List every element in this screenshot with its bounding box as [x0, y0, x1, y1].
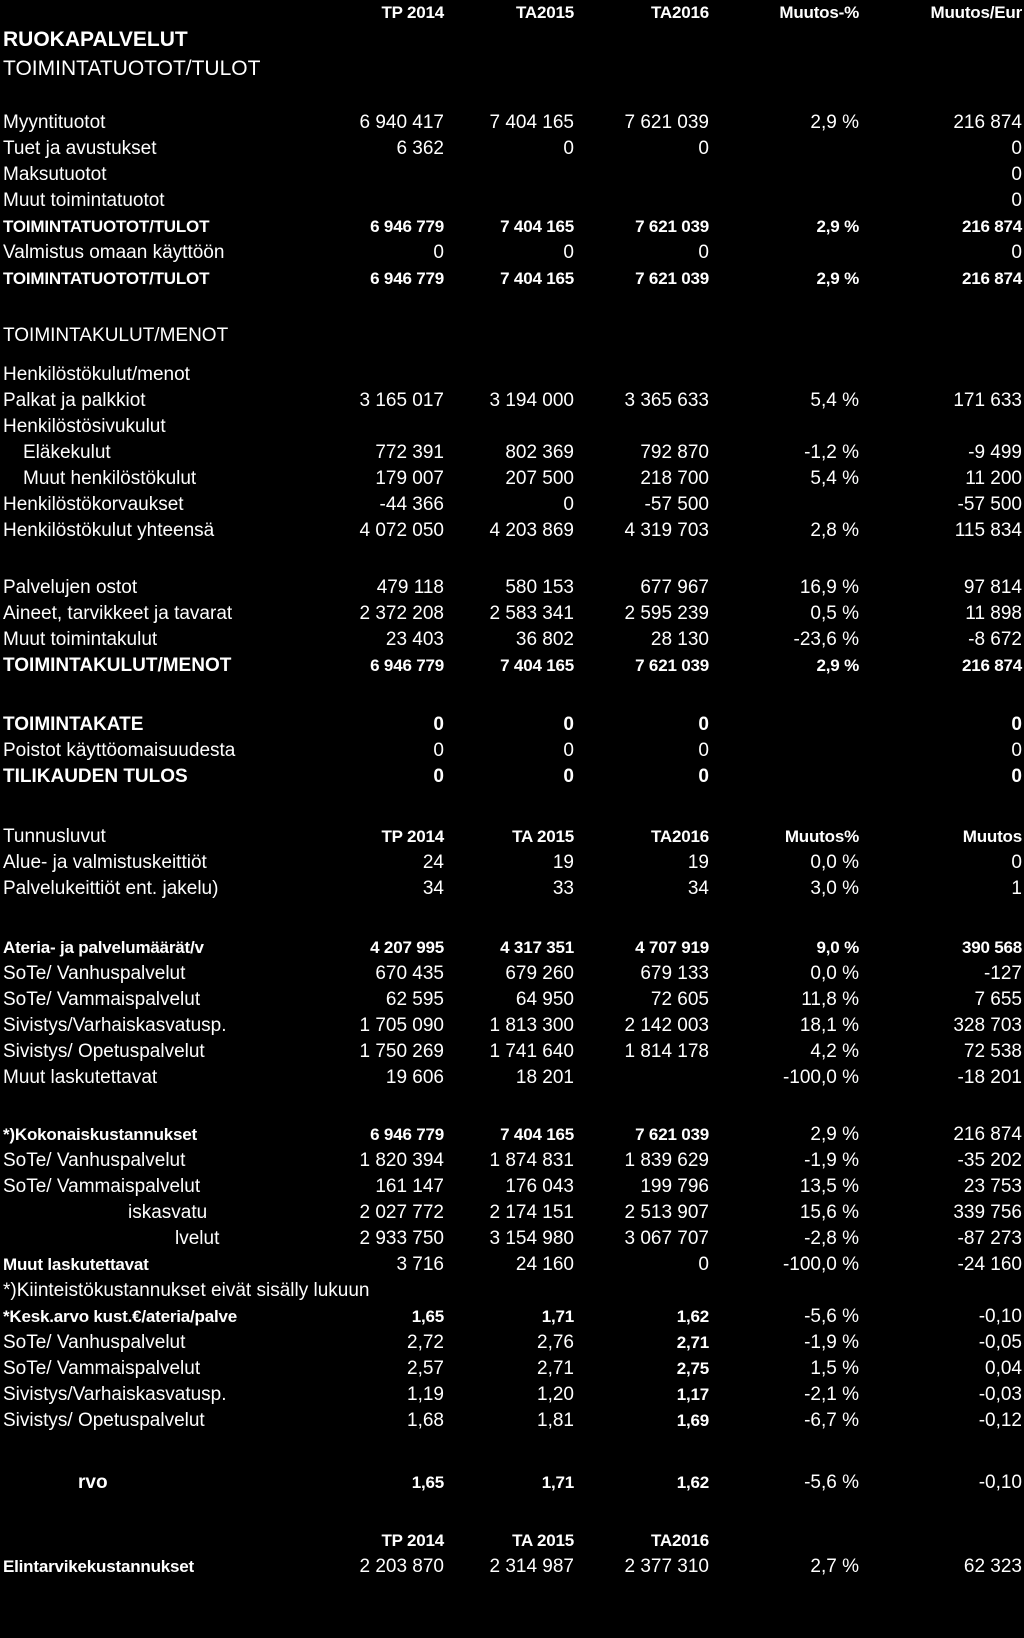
cell-muutos-pct: 2,7 % [810, 1556, 859, 1577]
row-label-toimintakulut-menot: TOIMINTAKULUT/MENOT [3, 655, 232, 676]
table-row [0, 188, 1024, 214]
column-header-row [0, 0, 1024, 26]
cell-ta2015: 4 317 351 [500, 938, 574, 957]
cell-ta2016: 0 [698, 714, 709, 735]
cell-ta2016: TA2016 [650, 1531, 709, 1550]
cell-ta2015: 3 194 000 [489, 390, 574, 411]
row-label-muut-laskutettavat: Muut laskutettavat [3, 1067, 158, 1088]
cell-ta2016: 72 605 [650, 989, 709, 1010]
table-row [0, 388, 1024, 414]
cell-muutos-pct: -5,6 % [804, 1306, 859, 1327]
cell-ta2015: 207 500 [505, 468, 574, 489]
cell-muutos-eur: 216 874 [961, 269, 1022, 288]
row-label-alue-ja-valmistuskeittiot: Alue- ja valmistuskeittiöt [3, 852, 207, 873]
cell-ta2015: 1,71 [541, 1307, 574, 1326]
cell-ta2016: 28 130 [650, 629, 709, 650]
cell-muutos-pct: 13,5 % [799, 1176, 859, 1197]
row-label-sivistys-opetuspalvelut: Sivistys/ Opetuspalvelut [3, 1410, 205, 1431]
cell-tp2014: 4 072 050 [359, 520, 444, 541]
table-row [0, 1252, 1024, 1278]
cell-ta2015: 802 369 [505, 442, 574, 463]
cell-ta2016: 2 595 239 [624, 603, 709, 624]
table-row [0, 240, 1024, 266]
row-label-sote-vammaispalvelut: SoTe/ Vammaispalvelut [3, 1358, 201, 1379]
table-row [0, 1528, 1024, 1554]
cell-tp2014: 6 946 779 [370, 217, 444, 236]
cell-tp2014: -44 366 [379, 494, 444, 515]
cell-ta2015: 1 874 831 [489, 1150, 574, 1171]
row-label-elakekulut: Eläkekulut [23, 442, 111, 463]
cell-muutos-eur: -24 160 [957, 1254, 1022, 1275]
row-label-muut-laskutettavat: Muut laskutettavat [3, 1255, 149, 1274]
table-row [0, 601, 1024, 627]
table-row [0, 414, 1024, 440]
cell-ta2016: 3 067 707 [624, 1228, 709, 1249]
cell-muutos-pct: 16,9 % [799, 577, 859, 598]
cell-ta2015: 0 [563, 740, 574, 761]
cell-ta2015: 0 [563, 714, 574, 735]
row-label-tuet-ja-avustukset: Tuet ja avustukset [3, 138, 157, 159]
table-row [0, 1554, 1024, 1580]
cell-muutos-pct: 4,2 % [810, 1041, 859, 1062]
cell-ta2015: 24 160 [515, 1254, 574, 1275]
row-label-myyntituotot: Myyntituotot [3, 112, 106, 133]
cell-ta2015: 2 174 151 [489, 1202, 574, 1223]
cell-ta2016: 2 377 310 [624, 1556, 709, 1577]
cell-muutos-eur: 7 655 [974, 989, 1022, 1010]
cell-muutos-eur: -0,05 [978, 1332, 1022, 1353]
row-label-sivistys-opetuspalvelut: Sivistys/ Opetuspalvelut [3, 1041, 205, 1062]
cell-tp2014: 6 946 779 [370, 1125, 444, 1144]
table-row [0, 1304, 1024, 1330]
table-row [0, 1226, 1024, 1252]
cell-ta2015: 33 [552, 878, 574, 899]
table-row [0, 1200, 1024, 1226]
cell-tp2014: 3 165 017 [359, 390, 444, 411]
cell-muutos-eur: -57 500 [957, 494, 1022, 515]
row-label-kesk-arvo-kust-eur-ateria-palve: *Kesk.arvo kust.€/ateria/palve [3, 1307, 238, 1326]
cell-tp2014: 479 118 [376, 577, 444, 598]
cell-muutos-eur: 11 898 [965, 603, 1022, 624]
row-label-muut-henkilostokulut: Muut henkilöstökulut [23, 468, 197, 489]
cell-muutos-pct: -1,9 % [804, 1150, 859, 1171]
cell-tp2014: 19 606 [385, 1067, 444, 1088]
cell-muutos-eur: -18 201 [957, 1067, 1022, 1088]
row-label-sote-vanhuspalvelut: SoTe/ Vanhuspalvelut [3, 1332, 186, 1353]
cell-muutos-eur: 1 [1011, 878, 1022, 899]
row-label-maksutuotot: Maksutuotot [3, 164, 107, 185]
table-row [0, 1382, 1024, 1408]
row-label-rvo: rvo [78, 1472, 108, 1493]
cell-muutos-pct: 15,6 % [799, 1202, 859, 1223]
cell-ta2015: 1 741 640 [489, 1041, 574, 1062]
cell-ta2016: 1,62 [676, 1473, 709, 1492]
table-row [0, 1470, 1024, 1496]
cell-muutos-eur: 72 538 [963, 1041, 1022, 1062]
cell-muutos-eur: -0,10 [978, 1306, 1022, 1327]
cell-ta2016: 7 621 039 [635, 217, 709, 236]
cell-ta2015: 64 950 [515, 989, 574, 1010]
cell-ta2016: 1,62 [676, 1307, 709, 1326]
cell-ta2015: 0 [563, 138, 574, 159]
row-label-sivistys-varhaiskasvatusp: Sivistys/Varhaiskasvatusp. [3, 1384, 227, 1405]
cell-muutos-pct: 2,9 % [816, 269, 859, 288]
cell-muutos-pct: -2,1 % [804, 1384, 859, 1405]
cell-ta2015: 7 404 165 [489, 112, 574, 133]
cell-muutos-eur: 0,04 [985, 1358, 1022, 1379]
table-row [0, 935, 1024, 961]
cell-tp2014: 6 940 417 [359, 112, 444, 133]
cell-muutos-eur: -127 [983, 963, 1022, 984]
cell-ta2015: 4 203 869 [489, 520, 574, 541]
cell-tp2014: 0 [433, 714, 444, 735]
cell-muutos-eur: 0 [1011, 852, 1022, 873]
cell-muutos-eur: 0 [1011, 740, 1022, 761]
cell-ta2016: 34 [687, 878, 709, 899]
table-row [0, 1356, 1024, 1382]
cell-ta2016: 7 621 039 [635, 1125, 709, 1144]
cell-muutos-pct: -1,2 % [804, 442, 859, 463]
table-row [0, 214, 1024, 240]
row-label-elintarvikekustannukset: Elintarvikekustannukset [3, 1557, 194, 1576]
cell-muutos-eur: 115 834 [954, 520, 1022, 541]
cell-ta2015: TA 2015 [512, 1531, 574, 1550]
cell-muutos-eur: -35 202 [957, 1150, 1022, 1171]
cell-ta2016: 0 [698, 766, 709, 787]
table-row [0, 1013, 1024, 1039]
cell-muutos-pct: 5,4 % [810, 468, 859, 489]
cell-muutos-pct: 18,1 % [799, 1015, 859, 1036]
cell-muutos-eur: 216 874 [953, 1124, 1022, 1145]
cell-tp2014: 1,68 [407, 1410, 444, 1431]
table-row [0, 1148, 1024, 1174]
table-row [0, 764, 1024, 790]
table-row [0, 1278, 1024, 1304]
cell-ta2016: 1 839 629 [624, 1150, 709, 1171]
section-subtitle: TOIMINTATUOTOT/TULOT [3, 57, 261, 80]
cell-ta2016: 2,71 [676, 1333, 709, 1352]
cell-ta2015: 7 404 165 [500, 1125, 574, 1144]
cell-muutos-eur: 23 753 [963, 1176, 1022, 1197]
header-muutos-eur: Muutos/Eur [930, 3, 1022, 22]
cell-muutos-eur: -0,03 [978, 1384, 1022, 1405]
row-label-tunnusluvut: Tunnusluvut [3, 826, 106, 847]
cell-ta2016: 792 870 [640, 442, 709, 463]
table-row [0, 323, 1024, 349]
cell-tp2014: 161 147 [375, 1176, 444, 1197]
cell-muutos-eur: -8 672 [968, 629, 1022, 650]
row-label-valmistus-omaan-kayttoon: Valmistus omaan käyttöön [3, 242, 225, 263]
cell-muutos-eur: -0,12 [978, 1410, 1022, 1431]
row-label-henkilostosivukulut: Henkilöstösivukulut [3, 416, 166, 437]
table-row [0, 162, 1024, 188]
cell-ta2016: 199 796 [640, 1176, 709, 1197]
table-row [0, 1065, 1024, 1091]
cell-ta2016: TA2016 [650, 827, 709, 846]
cell-ta2015: 176 043 [505, 1176, 574, 1197]
cell-tp2014: 0 [433, 242, 444, 263]
section-title-row [0, 27, 1024, 53]
cell-ta2015: 3 154 980 [489, 1228, 574, 1249]
row-label-kiinteistokustannukset-eivat-sisally-lukuun: *)Kiinteistökustannukset eivät sisälly lukuun [3, 1280, 370, 1301]
row-label-muut-toimintatuotot: Muut toimintatuotot [3, 190, 165, 211]
cell-tp2014: 1,65 [411, 1473, 444, 1492]
cell-ta2015: 1,71 [541, 1473, 574, 1492]
row-label-toimintakate: TOIMINTAKATE [3, 714, 144, 735]
cell-ta2015: 2 583 341 [489, 603, 574, 624]
cell-muutos-pct: 5,4 % [810, 390, 859, 411]
table-row [0, 575, 1024, 601]
table-row [0, 466, 1024, 492]
cell-ta2015: 19 [552, 852, 574, 873]
cell-ta2016: 0 [698, 242, 709, 263]
cell-tp2014: 179 007 [375, 468, 444, 489]
cell-muutos-eur: -87 273 [957, 1228, 1022, 1249]
cell-muutos-eur: 97 814 [963, 577, 1022, 598]
cell-muutos-pct: 1,5 % [810, 1358, 859, 1379]
cell-ta2016: 0 [698, 740, 709, 761]
table-row [0, 266, 1024, 292]
table-row [0, 738, 1024, 764]
cell-ta2015: 7 404 165 [500, 269, 574, 288]
cell-muutos-pct: 2,8 % [810, 520, 859, 541]
row-label-sote-vammaispalvelut: SoTe/ Vammaispalvelut [3, 989, 201, 1010]
row-label-toimintatuotot-tulot: TOIMINTATUOTOT/TULOT [3, 269, 210, 288]
cell-tp2014: 4 207 995 [370, 938, 444, 957]
cell-muutos-eur: 0 [1011, 138, 1022, 159]
cell-tp2014: 6 362 [396, 138, 444, 159]
cell-muutos-eur: Muutos [962, 827, 1022, 846]
cell-tp2014: 2 372 208 [359, 603, 444, 624]
cell-tp2014: TP 2014 [381, 827, 444, 846]
cell-ta2015: 0 [563, 766, 574, 787]
cell-ta2016: 0 [698, 1254, 709, 1275]
row-label-aineet-tarvikkeet-ja-tavarat: Aineet, tarvikkeet ja tavarat [3, 603, 233, 624]
cell-muutos-pct: 2,9 % [810, 1124, 859, 1145]
cell-muutos-eur: 0 [1011, 242, 1022, 263]
cell-muutos-pct: 0,5 % [810, 603, 859, 624]
cell-tp2014: 2 027 772 [359, 1202, 444, 1223]
table-row [0, 712, 1024, 738]
cell-ta2016: 0 [698, 138, 709, 159]
cell-ta2015: 679 260 [505, 963, 574, 984]
section-subtitle-row [0, 56, 1024, 82]
cell-tp2014: 6 946 779 [370, 656, 444, 675]
cell-ta2016: 4 707 919 [635, 938, 709, 957]
cell-ta2016: 19 [687, 852, 709, 873]
cell-tp2014: 1 705 090 [359, 1015, 444, 1036]
header-ta2016: TA2016 [650, 3, 709, 22]
cell-ta2016: 2 513 907 [624, 1202, 709, 1223]
table-row [0, 440, 1024, 466]
cell-ta2015: 1 813 300 [489, 1015, 574, 1036]
cell-ta2015: 1,81 [537, 1410, 574, 1431]
table-row [0, 824, 1024, 850]
cell-tp2014: 23 403 [385, 629, 444, 650]
table-row [0, 136, 1024, 162]
cell-muutos-eur: 339 756 [953, 1202, 1022, 1223]
cell-tp2014: 772 391 [375, 442, 444, 463]
row-label-palvelujen-ostot: Palvelujen ostot [3, 577, 138, 598]
cell-muutos-pct: 11,8 % [801, 989, 859, 1010]
cell-ta2016: 7 621 039 [635, 269, 709, 288]
cell-tp2014: 670 435 [375, 963, 444, 984]
cell-muutos-pct: -23,6 % [793, 629, 859, 650]
row-label-lvelut: lvelut [175, 1228, 220, 1249]
cell-muutos-eur: 216 874 [953, 112, 1022, 133]
table-row [0, 850, 1024, 876]
cell-tp2014: 24 [422, 852, 444, 873]
row-label-henkilostokulut-menot: Henkilöstökulut/menot [3, 364, 190, 385]
cell-tp2014: 0 [433, 766, 444, 787]
table-row [0, 362, 1024, 388]
cell-ta2016: -57 500 [644, 494, 709, 515]
cell-ta2015: 2,71 [537, 1358, 574, 1379]
cell-ta2016: 7 621 039 [635, 656, 709, 675]
row-label-palvelukeittiot-ent-jakelu: Palvelukeittiöt ent. jakelu) [3, 878, 219, 899]
cell-muutos-eur: 216 874 [961, 656, 1022, 675]
cell-ta2016: 677 967 [640, 577, 709, 598]
cell-ta2015: TA 2015 [512, 827, 574, 846]
cell-ta2015: 0 [563, 494, 574, 515]
cell-ta2016: 7 621 039 [624, 112, 709, 133]
cell-muutos-pct: 3,0 % [810, 878, 859, 899]
row-label-henkilostokorvaukset: Henkilöstökorvaukset [3, 494, 184, 515]
cell-ta2015: 1,20 [537, 1384, 574, 1405]
row-label-poistot-kayttoomaisuudesta: Poistot käyttöomaisuudesta [3, 740, 236, 761]
cell-tp2014: 1,19 [407, 1384, 444, 1405]
cell-ta2015: 0 [563, 242, 574, 263]
header-ta2015: TA2015 [515, 3, 574, 22]
table-row [0, 627, 1024, 653]
section-title: RUOKAPALVELUT [3, 28, 188, 51]
cell-tp2014: 6 946 779 [370, 269, 444, 288]
table-row [0, 1174, 1024, 1200]
cell-muutos-pct: 2,9 % [816, 656, 859, 675]
cell-muutos-eur: 328 703 [953, 1015, 1022, 1036]
cell-ta2016: 1 814 178 [624, 1041, 709, 1062]
row-label-toimintakulut-menot: TOIMINTAKULUT/MENOT [3, 325, 229, 346]
cell-ta2016: 218 700 [640, 468, 709, 489]
row-label-iskasvatu: iskasvatu [128, 1202, 208, 1223]
cell-tp2014: 2 933 750 [359, 1228, 444, 1249]
cell-ta2015: 36 802 [515, 629, 574, 650]
cell-muutos-eur: 0 [1011, 164, 1022, 185]
row-label-ateria-ja-palvelumaarat-v: Ateria- ja palvelumäärät/v [3, 938, 204, 957]
cell-muutos-pct: -100,0 % [782, 1254, 859, 1275]
cell-tp2014: 1,65 [411, 1307, 444, 1326]
row-label-palkat-ja-palkkiot: Palkat ja palkkiot [3, 390, 146, 411]
cell-ta2015: 2,76 [537, 1332, 574, 1353]
cell-muutos-pct: -1,9 % [804, 1332, 859, 1353]
header-muutos-pct: Muutos-% [779, 3, 859, 22]
row-label-henkilostokulut-yhteensa: Henkilöstökulut yhteensä [3, 520, 215, 541]
cell-ta2016: 1,69 [676, 1411, 709, 1430]
cell-ta2015: 580 153 [505, 577, 574, 598]
table-row [0, 1122, 1024, 1148]
cell-muutos-pct: 0,0 % [810, 852, 859, 873]
row-label-sivistys-varhaiskasvatusp: Sivistys/Varhaiskasvatusp. [3, 1015, 227, 1036]
cell-ta2015: 7 404 165 [500, 656, 574, 675]
cell-ta2016: 1,17 [676, 1385, 709, 1404]
table-row [0, 1330, 1024, 1356]
cell-muutos-pct: Muutos% [784, 827, 859, 846]
cell-ta2016: 2,75 [676, 1359, 709, 1378]
header-tp2014: TP 2014 [381, 3, 444, 22]
cell-muutos-eur: 0 [1011, 766, 1022, 787]
cell-muutos-eur: 0 [1011, 190, 1022, 211]
cell-ta2016: 3 365 633 [624, 390, 709, 411]
cell-muutos-pct: -6,7 % [804, 1410, 859, 1431]
table-row [0, 492, 1024, 518]
row-label-kokonaiskustannukset: *)Kokonaiskustannukset [3, 1125, 197, 1144]
cell-tp2014: 1 820 394 [359, 1150, 444, 1171]
cell-muutos-eur: 216 874 [961, 217, 1022, 236]
cell-muutos-pct: -5,6 % [804, 1472, 859, 1493]
cell-muutos-pct: 9,0 % [816, 938, 859, 957]
cell-tp2014: 1 750 269 [359, 1041, 444, 1062]
cell-ta2015: 2 314 987 [489, 1556, 574, 1577]
cell-tp2014: 62 595 [385, 989, 444, 1010]
cell-tp2014: 34 [422, 878, 444, 899]
table-row [0, 653, 1024, 679]
cell-tp2014: 3 716 [396, 1254, 444, 1275]
cell-tp2014: TP 2014 [381, 1531, 444, 1550]
cell-muutos-pct: -100,0 % [782, 1067, 859, 1088]
cell-muutos-eur: 62 323 [963, 1556, 1022, 1577]
row-label-muut-toimintakulut: Muut toimintakulut [3, 629, 158, 650]
cell-muutos-eur: 390 568 [961, 938, 1022, 957]
cell-muutos-pct: 2,9 % [810, 112, 859, 133]
cell-tp2014: 2,57 [407, 1358, 444, 1379]
cell-muutos-eur: 11 200 [965, 468, 1022, 489]
row-label-tilikauden-tulos: TILIKAUDEN TULOS [3, 766, 188, 787]
cell-tp2014: 2 203 870 [359, 1556, 444, 1577]
table-row [0, 987, 1024, 1013]
cell-muutos-eur: -9 499 [968, 442, 1022, 463]
table-row [0, 518, 1024, 544]
cell-ta2016: 4 319 703 [624, 520, 709, 541]
cell-muutos-eur: -0,10 [978, 1472, 1022, 1493]
row-label-sote-vanhuspalvelut: SoTe/ Vanhuspalvelut [3, 1150, 186, 1171]
cell-ta2016: 679 133 [640, 963, 709, 984]
table-row [0, 110, 1024, 136]
cell-ta2016: 2 142 003 [624, 1015, 709, 1036]
cell-muutos-eur: 0 [1011, 714, 1022, 735]
cell-muutos-pct: -2,8 % [804, 1228, 859, 1249]
table-row [0, 961, 1024, 987]
cell-tp2014: 2,72 [407, 1332, 444, 1353]
cell-muutos-pct: 0,0 % [810, 963, 859, 984]
row-label-sote-vammaispalvelut: SoTe/ Vammaispalvelut [3, 1176, 201, 1197]
table-row [0, 876, 1024, 902]
row-label-sote-vanhuspalvelut: SoTe/ Vanhuspalvelut [3, 963, 186, 984]
table-row [0, 1408, 1024, 1434]
table-row [0, 1039, 1024, 1065]
cell-tp2014: 0 [433, 740, 444, 761]
row-label-toimintatuotot-tulot: TOIMINTATUOTOT/TULOT [3, 217, 210, 236]
cell-muutos-eur: 171 633 [953, 390, 1022, 411]
cell-muutos-pct: 2,9 % [816, 217, 859, 236]
cell-ta2015: 7 404 165 [500, 217, 574, 236]
cell-ta2015: 18 201 [515, 1067, 574, 1088]
